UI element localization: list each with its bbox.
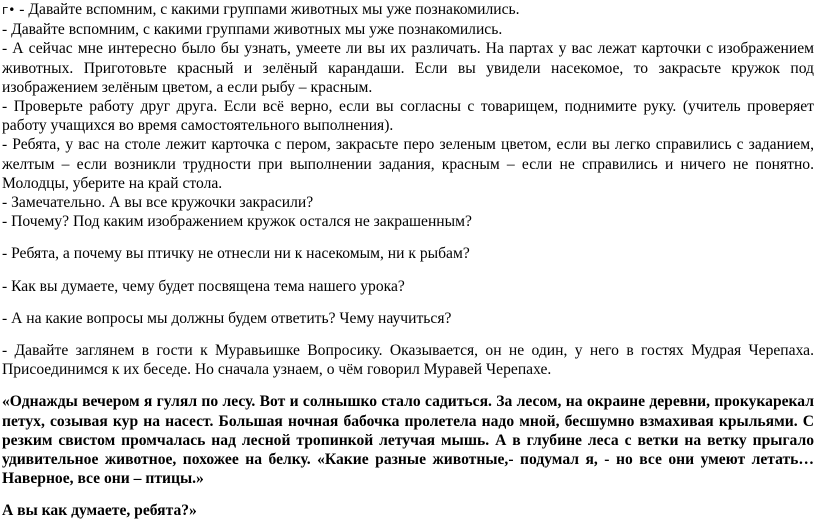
story-paragraph: «Однажды вечером я гулял по лесу. Вот и солнышко стало садиться. За лесом, на окраине деревни, прокукарекал петух, созывая кур на насест. Большая ночная бабочка пролетела надо мной, бесшумно взмахивая крыльями. С резким свистом промчалась над лесной тропинкой летучая мышь. А в глубине леса с ветки на ветку прыгало удивительное животное, похожее на белку. «Какие разные животные,- подумал я, - но все они умеют летать… Наверное, все они – птицы.» xyxy=(2,393,814,488)
paragraph-11: - Давайте заглянем в гости к Муравьишке Вопросику. Оказывается, он не один, у него в гостях Мудрая Черепаха. Присоединимся к их беседе. Но сначала узнаем, о чём говорил Муравей Черепахе. xyxy=(2,342,814,379)
paragraph-4: - Проверьте работу друг друга. Если всё верно, если вы согласны с товарищем, поднимите руку. (учитель проверяет работу учащихся во время самостоятельного выполнения). xyxy=(2,98,814,135)
paragraph-2: - Давайте вспомним, с какими группами животных мы уже познакомились. xyxy=(2,21,503,39)
spacer xyxy=(2,296,814,309)
spacer xyxy=(2,328,814,341)
paragraph-1-text: - Давайте вспомним, с какими группами животных мы уже познакомились. xyxy=(15,1,520,18)
paragraph-10: - А на какие вопросы мы должны будем ответить? Чему научиться? xyxy=(2,309,452,327)
paragraph-3: - А сейчас мне интересно было бы узнать, умеете ли вы их различать. На партах у вас лежат карточки с изображением животных. Приготовьте красный и зелёный карандаши. Если вы увидели насекомое, то закрасьте кружок под изображением зелёным цветом, а если рыбу – красным. xyxy=(2,40,814,96)
bullet-marker: г• xyxy=(2,3,16,17)
document-body xyxy=(2,0,814,521)
paragraph-8: - Ребята, а почему вы птичку не отнесли ни к насекомым, ни к рыбам? xyxy=(2,245,470,263)
paragraph-5: - Ребята, у вас на столе лежит карточка с пером, закрасьте перо зеленым цветом, если вы легко справились с заданием, желтым – если возникли трудности при выполнении задания, красным – если не справились и ничего не понятно. Молодцы, уберите на край стола. xyxy=(2,136,814,192)
spacer xyxy=(2,264,814,277)
closing-question: А вы как думаете, ребята?» xyxy=(2,502,197,520)
paragraph-1 xyxy=(2,0,814,20)
paragraph-6: - Замечательно. А вы все кружочки закрасили? xyxy=(2,194,314,212)
spacer xyxy=(2,231,814,244)
paragraph-7: - Почему? Под каким изображением кружок остался не закрашенным? xyxy=(2,213,472,231)
spacer xyxy=(2,488,814,501)
spacer xyxy=(2,379,814,392)
paragraph-9: - Как вы думаете, чему будет посвящена тема нашего урока? xyxy=(2,277,405,295)
